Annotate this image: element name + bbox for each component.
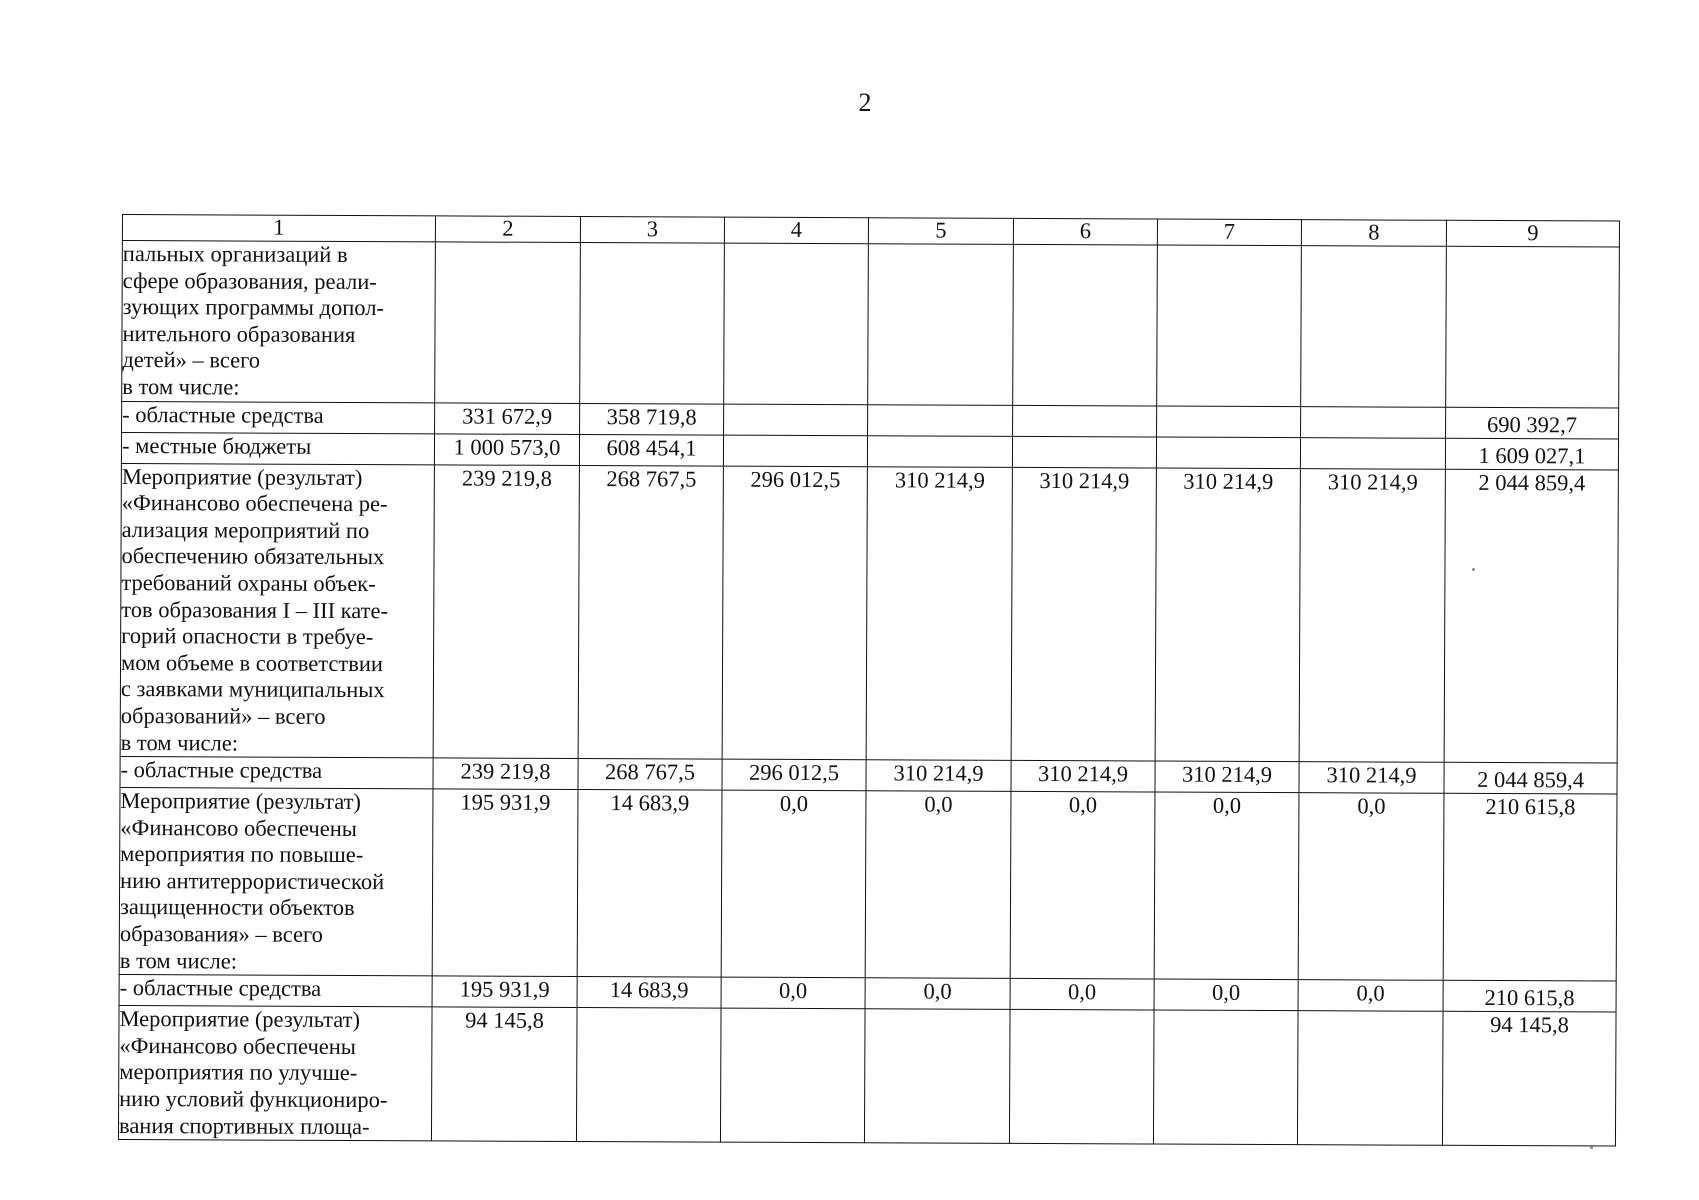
total-cell: 2 044 859,4	[1444, 469, 1618, 763]
total-cell	[1446, 246, 1620, 407]
column-header: 8	[1301, 220, 1446, 247]
table-row	[122, 241, 1620, 408]
row-label: Мероприятие (результат) «Финансово обеспечены мероприятия по улучше- нию условий функциониро- вания спортивных площа-	[118, 1006, 432, 1141]
table-cell	[868, 244, 1014, 405]
table-cell	[1153, 1010, 1298, 1145]
table-cell: 0,0	[1010, 979, 1154, 1011]
table-cell	[1301, 406, 1446, 438]
table-cell: 0,0	[865, 978, 1010, 1010]
table-cell	[1301, 246, 1447, 407]
table-cell: 14 683,9	[577, 790, 722, 978]
total-cell: 94 145,8	[1442, 1012, 1616, 1147]
table-cell	[867, 435, 1012, 467]
table-cell	[724, 404, 868, 436]
row-label: - областные средства	[120, 757, 433, 789]
table-cell: 331 672,9	[435, 402, 580, 434]
table-cell: 0,0	[721, 790, 866, 978]
column-header: 3	[580, 217, 724, 244]
table-cell: 310 214,9	[1011, 467, 1156, 761]
table-cell: 0,0	[1154, 792, 1299, 980]
table-cell	[868, 404, 1013, 436]
scan-speck	[1472, 568, 1475, 571]
table-cell: 310 214,9	[1299, 468, 1445, 762]
total-cell: 210 615,8	[1443, 793, 1617, 981]
table-cell: 296 012,5	[722, 759, 866, 791]
table-row	[119, 788, 1617, 982]
table-cell	[1156, 437, 1300, 469]
row-label: - областные средства	[122, 401, 435, 433]
scan-speck	[1590, 1146, 1593, 1149]
row-label: пальных организаций в сфере образования, реали- зующих программы допол- нительного образования детей» – всего в том числе:	[122, 241, 436, 403]
table-cell	[1012, 436, 1156, 468]
table-cell	[1009, 1010, 1154, 1145]
row-label: Мероприятие (результат) «Финансово обеспечена ре- ализация мероприятий по обеспечению обязательных требований охраны объек- тов образования I – III кате- горий опасности в требуе- мом объеме в соответствии с заявками муниципальных образований» – всего в том числе:	[120, 463, 434, 758]
total-cell: 690 392,7	[1446, 407, 1619, 439]
table-cell: 0,0	[1298, 980, 1443, 1012]
table-cell	[435, 242, 581, 403]
table-cell	[1013, 244, 1158, 405]
row-label: - областные средства	[119, 975, 432, 1007]
table-cell: 195 931,9	[432, 976, 577, 1008]
table-row	[118, 1006, 1616, 1146]
column-header: 9	[1446, 220, 1619, 247]
column-header: 1	[122, 215, 435, 242]
table-cell: 310 214,9	[1011, 760, 1155, 792]
table-cell: 268 767,5	[578, 759, 722, 791]
table-cell: 310 214,9	[1299, 762, 1444, 794]
table-row	[120, 463, 1618, 763]
table-cell: 94 145,8	[431, 1007, 577, 1142]
column-header: 5	[868, 218, 1013, 245]
table-cell	[720, 1008, 865, 1143]
table-cell: 268 767,5	[578, 465, 723, 759]
table-cell: 296 012,5	[722, 466, 867, 760]
table-cell: 608 454,1	[579, 434, 723, 466]
row-label: Мероприятие (результат) «Финансово обеспечены мероприятия по повыше- нию антитеррористической защищенности объектов образования» – всего в том числе:	[119, 788, 433, 977]
table-cell: 310 214,9	[1155, 761, 1299, 793]
column-header: 6	[1013, 218, 1157, 245]
column-header: 7	[1157, 219, 1301, 246]
column-header: 4	[724, 217, 868, 244]
table-cell	[1157, 245, 1302, 406]
table-cell: 310 214,9	[866, 760, 1011, 792]
table-cell	[1013, 405, 1157, 437]
table-cell: 358 719,8	[580, 403, 724, 435]
row-label: - местные бюджеты	[121, 432, 434, 464]
total-cell: 210 615,8	[1443, 981, 1616, 1013]
table-cell: 310 214,9	[866, 466, 1012, 760]
table-cell: 1 000 573,0	[434, 433, 579, 465]
table-cell	[1157, 406, 1301, 438]
page-number: 2	[858, 88, 872, 117]
table-cell: 0,0	[865, 791, 1011, 979]
table-cell	[724, 243, 869, 404]
table-cell: 0,0	[1010, 791, 1155, 979]
table-cell	[864, 1009, 1010, 1144]
budget-table	[118, 214, 1620, 1147]
table-cell: 195 931,9	[432, 789, 578, 977]
table-cell	[1300, 437, 1445, 469]
table-cell: 0,0	[1154, 979, 1298, 1011]
table-cell	[580, 243, 725, 404]
table-cell: 0,0	[721, 977, 865, 1009]
total-cell: 1 609 027,1	[1445, 438, 1618, 470]
table-cell: 14 683,9	[577, 977, 721, 1009]
total-cell: 2 044 859,4	[1444, 762, 1617, 794]
table-cell	[1297, 1011, 1443, 1146]
table-cell: 239 219,8	[433, 464, 579, 758]
table-cell: 0,0	[1298, 793, 1444, 981]
table-cell: 239 219,8	[433, 758, 578, 790]
table-cell	[723, 435, 867, 467]
column-header: 2	[435, 216, 580, 243]
table-cell: 310 214,9	[1155, 468, 1300, 762]
table-cell	[576, 1008, 721, 1143]
